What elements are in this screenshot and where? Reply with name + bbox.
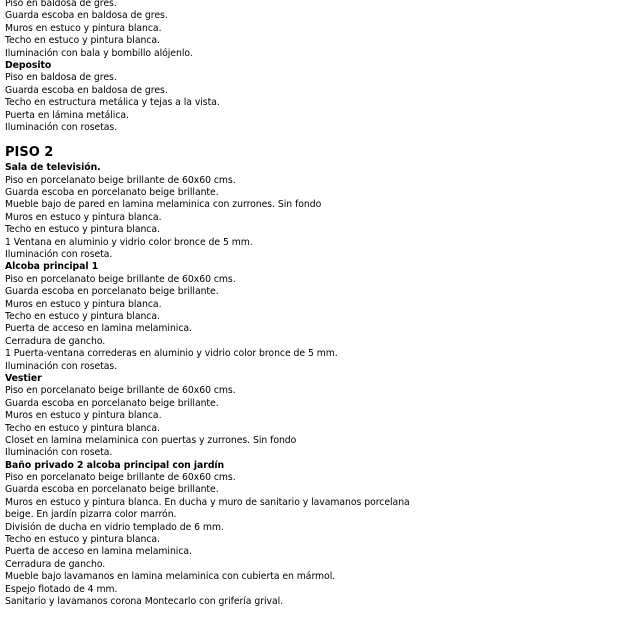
text-line: Guarda escoba en porcelanato beige brillante. [5, 286, 219, 298]
text-line: Techo en estuco y pintura blanca. [5, 224, 160, 236]
text-line: Iluminación con roseta. [5, 249, 113, 261]
text-line: Piso en porcelanato beige brillante de 60x60 cms. [5, 385, 236, 397]
section-title: Sala de televisión. [5, 162, 101, 174]
section-title: Vestier [5, 372, 42, 384]
text-line: Techo en estuco y pintura blanca. [5, 310, 160, 322]
section-deposito [5, 60, 640, 134]
text-line: Iluminación con rosetas. [5, 121, 118, 133]
text-line: Cerradura de gancho. [5, 558, 106, 570]
text-line: Guarda escoba en baldosa de gres. [5, 10, 168, 22]
text-line: Piso en baldosa de gres. [5, 72, 117, 84]
text-line: 1 Ventana en aluminio y vidrio color bronce de 5 mm. [5, 236, 253, 248]
text-line: Puerta de acceso en lamina melaminica. [5, 546, 192, 558]
text-line: Piso en porcelanato beige brillante de 60x60 cms. [5, 472, 236, 484]
text-line: Iluminación con roseta. [5, 447, 113, 459]
section-upper [5, 0, 640, 60]
text-line: Guarda escoba en baldosa de gres. [5, 84, 168, 96]
text-line: Muros en estuco y pintura blanca. [5, 22, 162, 34]
text-line: Closet en lamina melaminica con puertas y zurrones. Sin fondo [5, 434, 297, 446]
page-heading: PISO 2 [5, 145, 54, 161]
text-line: Iluminación con bala y bombillo alójenlo. [5, 47, 193, 59]
text-line: Iluminación con rosetas. [5, 360, 118, 372]
text-line: Techo en estuco y pintura blanca. [5, 422, 160, 434]
text-line: Piso en porcelanato beige brillante de 60x60 cms. [5, 273, 236, 285]
text-line: Guarda escoba en porcelanato beige brillante. [5, 187, 219, 199]
text-line: 1 Puerta-ventana correderas en aluminio y vidrio color bronce de 5 mm. [5, 348, 338, 360]
text-line: Cerradura de gancho. [5, 335, 106, 347]
text-paragraph: Muros en estuco y pintura blanca. En ducha y muro de sanitario y lavamanos porcelana beige. En jardín pizarra color marrón. [5, 496, 410, 521]
section-bano [5, 460, 640, 609]
text-line: Muros en estuco y pintura blanca. [5, 298, 162, 310]
text-line: Puerta de acceso en lamina melaminica. [5, 323, 192, 335]
section-sala [5, 162, 640, 261]
text-line: Puerta en lámina metálica. [5, 109, 129, 121]
text-line: Techo en estructura metálica y tejas a la vista. [5, 97, 220, 109]
text-line: Piso en baldosa de gres. [5, 0, 117, 9]
section-vestier [5, 373, 640, 460]
section-title: Alcoba principal 1 [5, 261, 99, 273]
section-alcoba [5, 261, 640, 373]
text-line: Guarda escoba en porcelanato beige brillante. [5, 484, 219, 496]
text-line: Espejo flotado de 4 mm. [5, 583, 118, 595]
text-line: Techo en estuco y pintura blanca. [5, 35, 160, 47]
text-line: Sanitario y lavamanos corona Montecarlo con grifería grival. [5, 596, 284, 607]
section-title: Deposito [5, 59, 52, 71]
text-line: Piso en porcelanato beige brillante de 60x60 cms. [5, 174, 236, 186]
text-line: Muros en estuco y pintura blanca. [5, 211, 162, 223]
section-title: Baño privado 2 alcoba principal con jardín [5, 459, 225, 471]
text-line: Muros en estuco y pintura blanca. [5, 410, 162, 422]
text-line: Mueble bajo lavamanos en lamina melaminica con cubierta en mármol. [5, 571, 336, 583]
text-line: Guarda escoba en porcelanato beige brillante. [5, 397, 219, 409]
text-line: Mueble bajo de pared en lamina melaminica con zurrones. Sin fondo [5, 199, 322, 211]
text-line: Techo en estuco y pintura blanca. [5, 534, 160, 546]
text-line: División de ducha en vidrio templado de 6 mm. [5, 521, 224, 533]
